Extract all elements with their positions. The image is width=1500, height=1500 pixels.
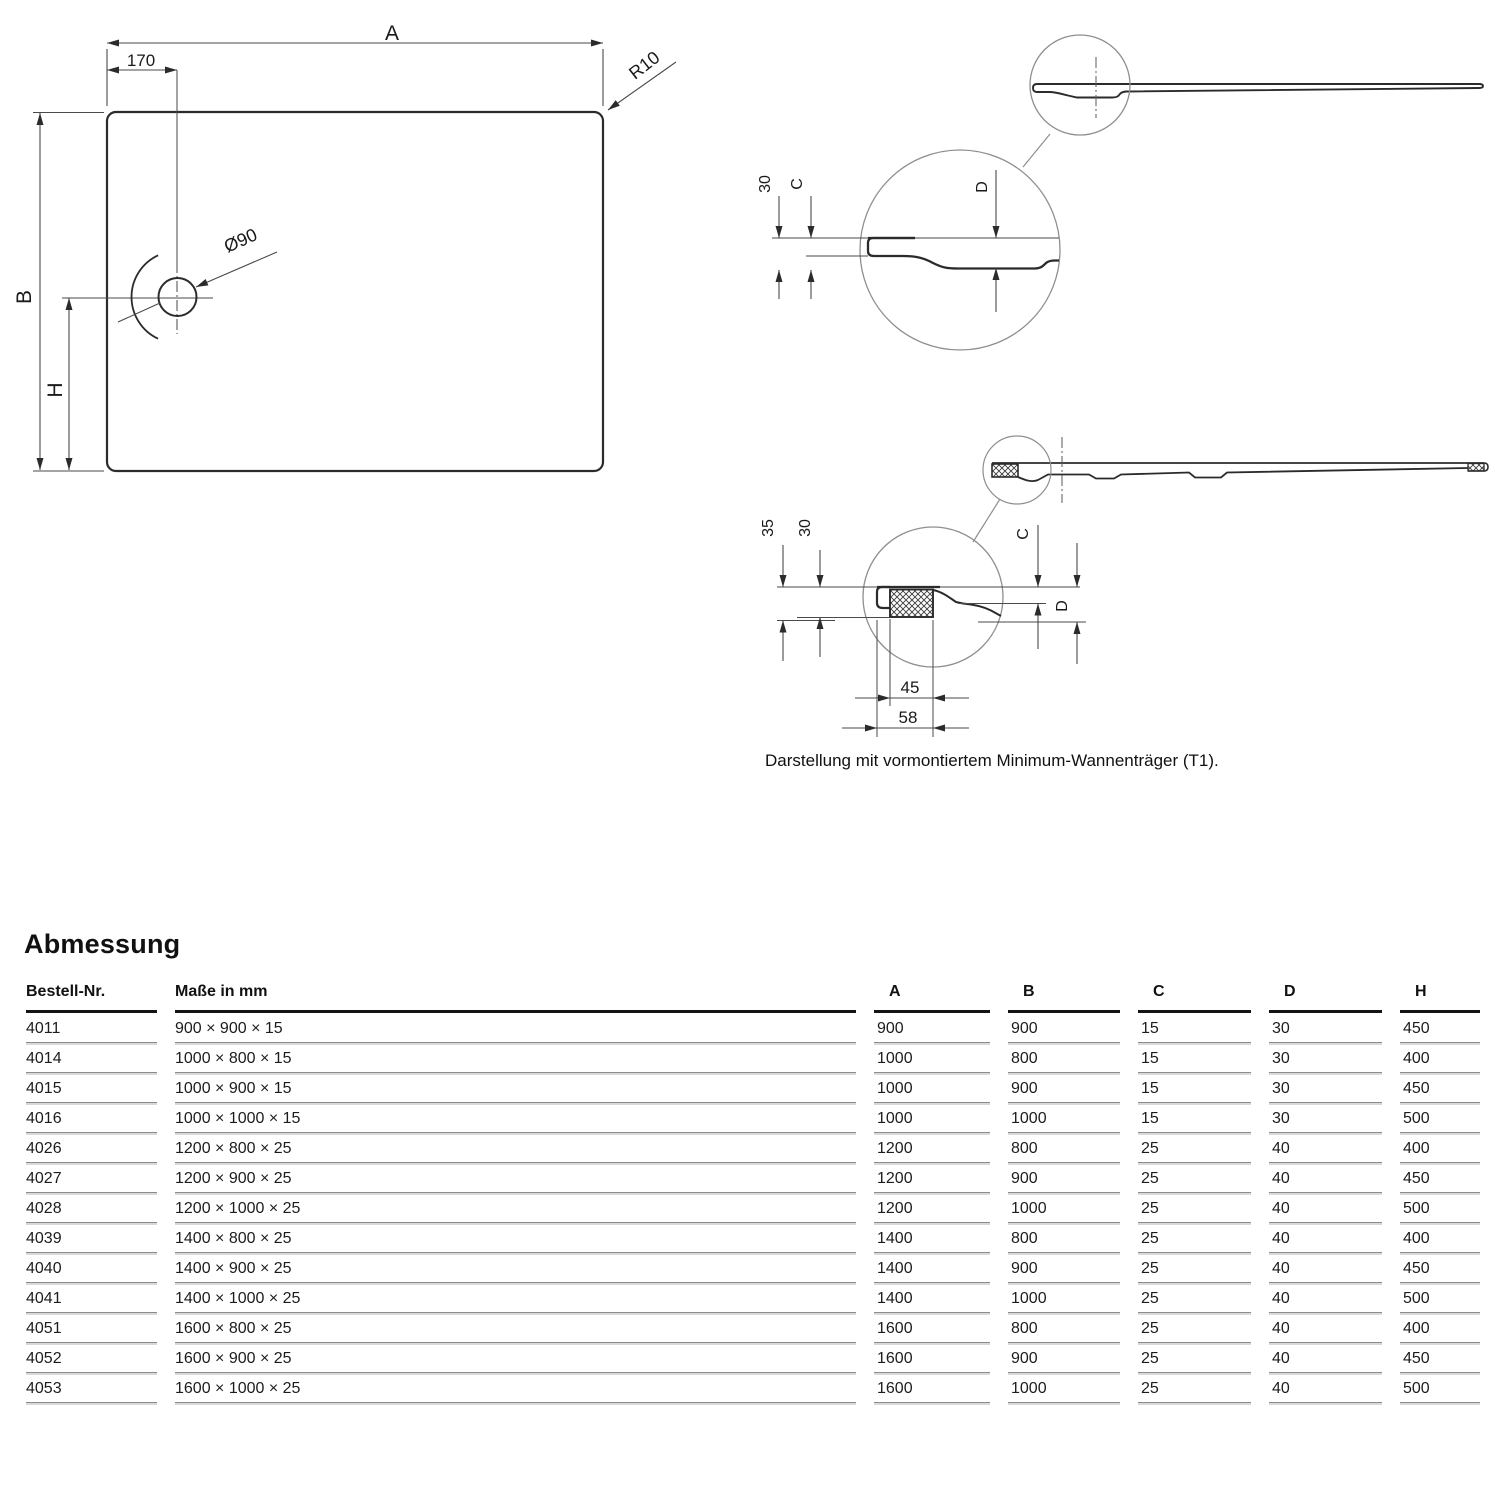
cell-a: 1400 (874, 1283, 990, 1313)
cell-order-number: 4051 (26, 1313, 157, 1343)
cell-c: 25 (1138, 1373, 1251, 1403)
section-view-bottom (760, 436, 1488, 737)
cell-dimensions: 1600 × 1000 × 25 (175, 1373, 856, 1403)
tray-outline (107, 112, 603, 471)
cell-a: 1200 (874, 1193, 990, 1223)
support-block-right (1468, 464, 1484, 472)
cell-d: 40 (1269, 1373, 1382, 1403)
drawing-caption: Darstellung mit vormontiertem Minimum-Wannenträger (T1). (765, 751, 1219, 770)
dim-label-d-top: D (974, 181, 991, 193)
cell-order-number: 4041 (26, 1283, 157, 1313)
cell-h: 400 (1400, 1043, 1480, 1073)
cell-a: 900 (874, 1013, 990, 1043)
cell-order-number: 4015 (26, 1073, 157, 1103)
cell-b: 900 (1008, 1013, 1120, 1043)
cell-dimensions: 1000 × 900 × 15 (175, 1073, 856, 1103)
cell-h: 500 (1400, 1103, 1480, 1133)
cell-order-number: 4039 (26, 1223, 157, 1253)
cell-order-number: 4026 (26, 1133, 157, 1163)
dim-label-c-top: C (789, 178, 806, 190)
cell-h: 450 (1400, 1253, 1480, 1283)
cell-dimensions: 1200 × 800 × 25 (175, 1133, 856, 1163)
col-header-order: Bestell-Nr. (26, 977, 157, 1013)
dim-label-45: 45 (900, 678, 920, 697)
cell-d: 40 (1269, 1193, 1382, 1223)
cell-a: 1600 (874, 1373, 990, 1403)
cell-dimensions: 1200 × 1000 × 25 (175, 1193, 856, 1223)
dim-label-drain: Ø90 (220, 224, 261, 257)
cell-d: 30 (1269, 1073, 1382, 1103)
cell-order-number: 4016 (26, 1103, 157, 1133)
tray-profile (1033, 84, 1483, 98)
cell-c: 25 (1138, 1223, 1251, 1253)
dim-label-radius: R10 (625, 47, 664, 84)
cell-d: 40 (1269, 1283, 1382, 1313)
dim-label-30-top: 30 (757, 175, 774, 193)
cell-h: 450 (1400, 1163, 1480, 1193)
cell-c: 15 (1138, 1043, 1251, 1073)
cell-c: 25 (1138, 1163, 1251, 1193)
cell-c: 25 (1138, 1313, 1251, 1343)
cell-c: 25 (1138, 1133, 1251, 1163)
cell-order-number: 4027 (26, 1163, 157, 1193)
page-title: Abmessung (24, 929, 181, 959)
dim-label-c-bottom: C (1015, 528, 1032, 540)
cell-b: 1000 (1008, 1373, 1120, 1403)
col-header-d: D (1269, 977, 1382, 1013)
cell-b: 1000 (1008, 1193, 1120, 1223)
cell-b: 800 (1008, 1043, 1120, 1073)
cell-h: 450 (1400, 1013, 1480, 1043)
dim-label-170: 170 (126, 51, 156, 70)
cell-h: 400 (1400, 1223, 1480, 1253)
cell-d: 40 (1269, 1223, 1382, 1253)
cell-c: 25 (1138, 1193, 1251, 1223)
dim-label-b: B (13, 289, 36, 305)
support-block-left (992, 464, 1018, 477)
cell-d: 30 (1269, 1043, 1382, 1073)
rim-heel (877, 587, 890, 608)
cell-a: 1200 (874, 1133, 990, 1163)
cell-order-number: 4014 (26, 1043, 157, 1073)
cell-h: 400 (1400, 1133, 1480, 1163)
drain-arc (132, 255, 159, 338)
cell-h: 500 (1400, 1373, 1480, 1403)
cell-order-number: 4053 (26, 1373, 157, 1403)
cell-b: 1000 (1008, 1283, 1120, 1313)
cell-c: 15 (1138, 1103, 1251, 1133)
cell-b: 800 (1008, 1313, 1120, 1343)
cell-b: 900 (1008, 1253, 1120, 1283)
support-block-detail (890, 590, 933, 618)
cell-h: 450 (1400, 1343, 1480, 1373)
col-header-b: B (1008, 977, 1120, 1013)
dimensions-table (26, 977, 1480, 1403)
cell-order-number: 4028 (26, 1193, 157, 1223)
cell-dimensions: 1000 × 800 × 15 (175, 1043, 856, 1073)
cell-dimensions: 1400 × 1000 × 25 (175, 1283, 856, 1313)
dim-label-a: A (384, 22, 400, 45)
cell-a: 1600 (874, 1313, 990, 1343)
dim-label-h: H (44, 382, 67, 398)
cell-dimensions: 1600 × 800 × 25 (175, 1313, 856, 1343)
cell-d: 40 (1269, 1253, 1382, 1283)
cell-h: 500 (1400, 1283, 1480, 1313)
cell-d: 30 (1269, 1013, 1382, 1043)
cell-h: 400 (1400, 1313, 1480, 1343)
cell-c: 15 (1138, 1073, 1251, 1103)
cell-b: 900 (1008, 1163, 1120, 1193)
section-view-top (757, 35, 1483, 350)
cell-a: 1400 (874, 1253, 990, 1283)
cell-b: 900 (1008, 1073, 1120, 1103)
cell-order-number: 4052 (26, 1343, 157, 1373)
dim-label-30-bottom: 30 (797, 519, 814, 537)
cell-d: 40 (1269, 1163, 1382, 1193)
rim-profile (868, 238, 1059, 269)
profile-bottom-line (1018, 468, 1468, 481)
col-header-a: A (874, 977, 990, 1013)
cell-c: 15 (1138, 1013, 1251, 1043)
cell-a: 1000 (874, 1103, 990, 1133)
cell-b: 1000 (1008, 1103, 1120, 1133)
cell-d: 40 (1269, 1343, 1382, 1373)
cell-d: 30 (1269, 1103, 1382, 1133)
dim-label-d-bottom: D (1054, 600, 1071, 612)
col-header-dims: Maße in mm (175, 977, 856, 1013)
plan-view (13, 22, 676, 471)
cell-a: 1000 (874, 1043, 990, 1073)
cell-order-number: 4040 (26, 1253, 157, 1283)
cell-b: 800 (1008, 1223, 1120, 1253)
cell-dimensions: 900 × 900 × 15 (175, 1013, 856, 1043)
cell-d: 40 (1269, 1133, 1382, 1163)
cell-dimensions: 1400 × 800 × 25 (175, 1223, 856, 1253)
cell-h: 450 (1400, 1073, 1480, 1103)
cell-d: 40 (1269, 1313, 1382, 1343)
cell-a: 1200 (874, 1163, 990, 1193)
cell-a: 1400 (874, 1223, 990, 1253)
cell-b: 900 (1008, 1343, 1120, 1373)
cell-a: 1600 (874, 1343, 990, 1373)
cell-dimensions: 1600 × 900 × 25 (175, 1343, 856, 1373)
detail-circle-big (860, 150, 1060, 350)
col-header-c: C (1138, 977, 1251, 1013)
dim-label-35: 35 (760, 519, 777, 537)
cell-dimensions: 1400 × 900 × 25 (175, 1253, 856, 1283)
cell-b: 800 (1008, 1133, 1120, 1163)
cell-h: 500 (1400, 1193, 1480, 1223)
cell-dimensions: 1200 × 900 × 25 (175, 1163, 856, 1193)
dim-label-58: 58 (898, 708, 918, 727)
cell-c: 25 (1138, 1283, 1251, 1313)
cell-order-number: 4011 (26, 1013, 157, 1043)
cell-c: 25 (1138, 1343, 1251, 1373)
col-header-h: H (1400, 977, 1480, 1013)
cell-a: 1000 (874, 1073, 990, 1103)
cell-dimensions: 1000 × 1000 × 15 (175, 1103, 856, 1133)
cell-c: 25 (1138, 1253, 1251, 1283)
